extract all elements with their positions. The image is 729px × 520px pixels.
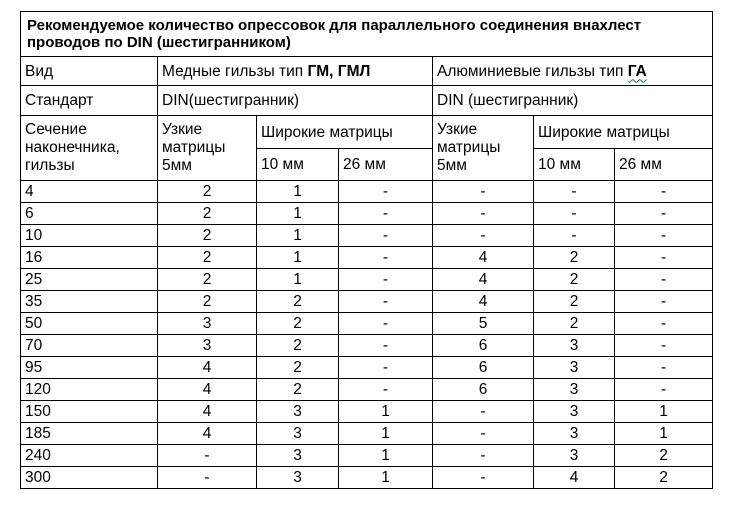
aluminum-wide-26mm-label: 26 мм <box>615 149 713 181</box>
cell-al_wide_10: 2 <box>534 247 615 269</box>
cell-cu_narrow: 2 <box>158 225 257 247</box>
cell-cu_wide_10: 1 <box>257 181 339 203</box>
copper-standard: DIN(шестигранник) <box>158 86 433 116</box>
cell-al_wide_10: 2 <box>534 313 615 335</box>
cell-al_wide_10: 2 <box>534 291 615 313</box>
cell-cu_narrow: 2 <box>158 291 257 313</box>
cell-cu_narrow: 2 <box>158 247 257 269</box>
table-title-line1: Рекомендуемое количество опрессовок для параллельного соединения <box>27 17 569 34</box>
cell-cu_narrow: 4 <box>158 423 257 445</box>
cell-al_wide_26: - <box>615 181 713 203</box>
cell-cu_wide_26: 1 <box>339 423 433 445</box>
cell-al_narrow: 6 <box>433 379 534 401</box>
cell-al_wide_10: 3 <box>534 423 615 445</box>
cell-cu_narrow: 2 <box>158 203 257 225</box>
cell-cu_narrow: 4 <box>158 357 257 379</box>
cell-cu_wide_10: 3 <box>257 423 339 445</box>
aluminum-sleeves-header <box>433 57 713 86</box>
aluminum-narrow-dies-label: Узкие матрицы 5мм <box>433 116 534 181</box>
cell-al_narrow: - <box>433 203 534 225</box>
cell-al_wide_10: 2 <box>534 269 615 291</box>
cell-cu_wide_10: 2 <box>257 291 339 313</box>
aluminum-wide-dies-label: Широкие матрицы <box>534 116 713 149</box>
cell-cu_narrow: - <box>158 467 257 489</box>
cell-cu_wide_26: - <box>339 181 433 203</box>
cell-al_wide_10: 3 <box>534 357 615 379</box>
table-row <box>21 181 713 203</box>
cell-al_wide_26: - <box>615 247 713 269</box>
cell-al_wide_10: 3 <box>534 379 615 401</box>
table-row <box>21 467 713 489</box>
cell-al_narrow: 4 <box>433 247 534 269</box>
cell-al_narrow: 5 <box>433 313 534 335</box>
cell-section: 150 <box>21 401 158 423</box>
cell-cu_wide_10: 1 <box>257 225 339 247</box>
table-title <box>21 12 713 57</box>
cell-section: 16 <box>21 247 158 269</box>
cell-al_wide_10: 3 <box>534 401 615 423</box>
table-row <box>21 379 713 401</box>
table-row <box>21 313 713 335</box>
copper-wide-26mm-label: 26 мм <box>339 149 433 181</box>
cell-al_wide_26: 2 <box>615 467 713 489</box>
cell-al_wide_26: 1 <box>615 401 713 423</box>
cell-cu_wide_26: 1 <box>339 445 433 467</box>
table-row <box>21 401 713 423</box>
table-row <box>21 291 713 313</box>
cell-cu_wide_10: 3 <box>257 445 339 467</box>
cell-al_narrow: 6 <box>433 335 534 357</box>
crimp-count-table <box>20 11 713 489</box>
cell-al_wide_26: - <box>615 225 713 247</box>
cell-section: 10 <box>21 225 158 247</box>
aluminum-wide-10mm-label: 10 мм <box>534 149 615 181</box>
cell-cu_wide_26: - <box>339 247 433 269</box>
cell-section: 240 <box>21 445 158 467</box>
table-row <box>21 423 713 445</box>
table-title-line2: внахлест проводов по DIN (шестигранником) <box>27 17 642 51</box>
cell-cu_wide_26: - <box>339 291 433 313</box>
cell-al_narrow: - <box>433 467 534 489</box>
cell-al_narrow: - <box>433 423 534 445</box>
aluminum-standard: DIN (шестигранник) <box>433 86 713 116</box>
cell-cu_wide_26: - <box>339 379 433 401</box>
cell-section: 6 <box>21 203 158 225</box>
standard-label: Стандарт <box>21 86 158 116</box>
cell-cu_wide_26: - <box>339 225 433 247</box>
cell-section: 300 <box>21 467 158 489</box>
cell-al_narrow: - <box>433 225 534 247</box>
cell-cu_wide_26: - <box>339 313 433 335</box>
table-row <box>21 203 713 225</box>
cell-al_narrow: - <box>433 181 534 203</box>
table-row <box>21 247 713 269</box>
cell-section: 185 <box>21 423 158 445</box>
copper-sleeves-prefix: Медные гильзы тип <box>162 62 308 80</box>
cell-cu_narrow: 2 <box>158 181 257 203</box>
cell-al_wide_26: - <box>615 379 713 401</box>
cell-al_narrow: - <box>433 445 534 467</box>
cell-cu_wide_10: 2 <box>257 379 339 401</box>
cell-section: 120 <box>21 379 158 401</box>
kind-label: Вид <box>21 57 158 86</box>
cell-cu_wide_10: 3 <box>257 467 339 489</box>
cell-cu_wide_10: 1 <box>257 269 339 291</box>
cell-cu_wide_10: 3 <box>257 401 339 423</box>
cell-cu_narrow: 3 <box>158 313 257 335</box>
cell-cu_narrow: - <box>158 445 257 467</box>
cell-cu_wide_26: - <box>339 269 433 291</box>
copper-narrow-dies-label: Узкие матрицы 5мм <box>158 116 257 181</box>
cell-cu_narrow: 4 <box>158 379 257 401</box>
cell-section: 50 <box>21 313 158 335</box>
section-label: Сечение наконечника, гильзы <box>21 116 158 181</box>
cell-al_wide_10: 4 <box>534 467 615 489</box>
cell-al_wide_26: - <box>615 269 713 291</box>
cell-al_narrow: 6 <box>433 357 534 379</box>
cell-al_wide_10: 3 <box>534 335 615 357</box>
cell-cu_wide_26: 1 <box>339 467 433 489</box>
cell-al_wide_26: - <box>615 335 713 357</box>
cell-al_wide_10: - <box>534 203 615 225</box>
cell-al_narrow: 4 <box>433 291 534 313</box>
aluminum-sleeves-type: ГА <box>627 62 647 80</box>
cell-cu_wide_10: 1 <box>257 203 339 225</box>
cell-al_wide_26: - <box>615 313 713 335</box>
cell-al_wide_26: 2 <box>615 445 713 467</box>
cell-al_wide_10: 3 <box>534 445 615 467</box>
copper-wide-dies-label: Широкие матрицы <box>257 116 433 149</box>
cell-cu_wide_10: 1 <box>257 247 339 269</box>
table-row <box>21 225 713 247</box>
cell-al_narrow: 4 <box>433 269 534 291</box>
copper-sleeves-type: ГМ, ГМЛ <box>307 62 371 80</box>
cell-cu_narrow: 3 <box>158 335 257 357</box>
cell-cu_wide_10: 2 <box>257 313 339 335</box>
cell-al_wide_26: - <box>615 291 713 313</box>
cell-cu_narrow: 4 <box>158 401 257 423</box>
cell-cu_wide_10: 2 <box>257 357 339 379</box>
copper-sleeves-header <box>158 57 433 86</box>
cell-section: 95 <box>21 357 158 379</box>
cell-section: 35 <box>21 291 158 313</box>
cell-al_wide_26: - <box>615 203 713 225</box>
table-row <box>21 269 713 291</box>
cell-al_wide_26: 1 <box>615 423 713 445</box>
table-row <box>21 357 713 379</box>
cell-section: 4 <box>21 181 158 203</box>
cell-cu_narrow: 2 <box>158 269 257 291</box>
cell-section: 25 <box>21 269 158 291</box>
cell-cu_wide_10: 2 <box>257 335 339 357</box>
aluminum-sleeves-prefix: Алюминиевые гильзы тип <box>437 62 628 80</box>
cell-al_wide_26: - <box>615 357 713 379</box>
table-row <box>21 445 713 467</box>
cell-cu_wide_26: - <box>339 335 433 357</box>
table-row <box>21 335 713 357</box>
copper-wide-10mm-label: 10 мм <box>257 149 339 181</box>
cell-cu_wide_26: 1 <box>339 401 433 423</box>
cell-section: 70 <box>21 335 158 357</box>
cell-al_narrow: - <box>433 401 534 423</box>
cell-cu_wide_26: - <box>339 357 433 379</box>
cell-al_wide_10: - <box>534 181 615 203</box>
cell-cu_wide_26: - <box>339 203 433 225</box>
cell-al_wide_10: - <box>534 225 615 247</box>
